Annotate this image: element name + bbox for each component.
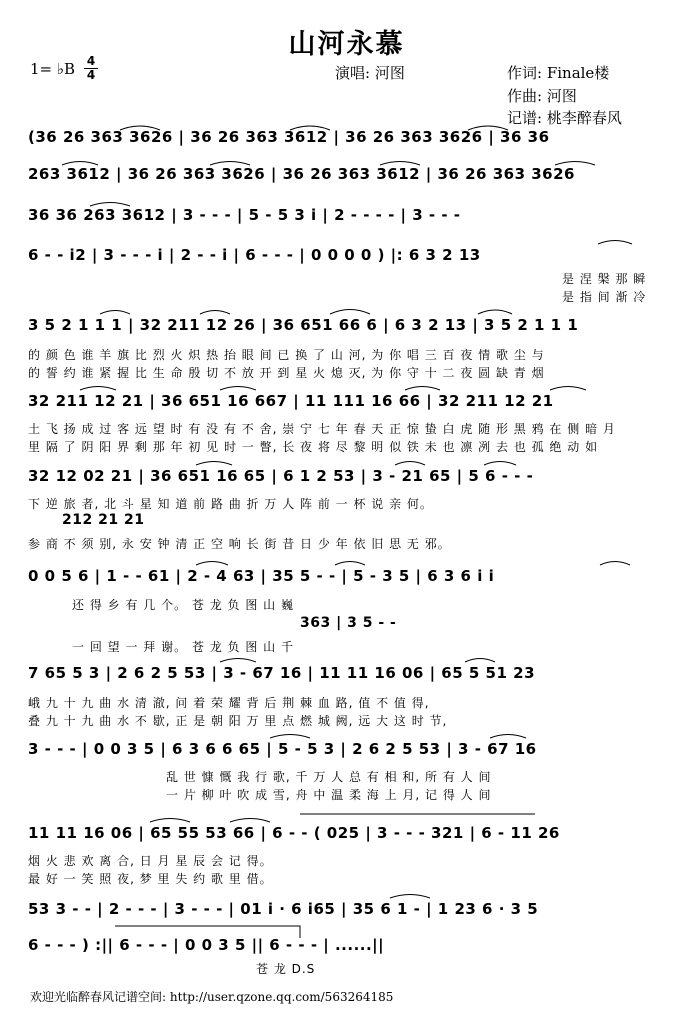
slur — [80, 387, 116, 391]
slur — [230, 819, 270, 823]
lyric-row-10-verse-2: 一 片 柳 叶 吹 成 雪, 舟 中 温 柔 海 上 月, 记 得 人 间 — [166, 788, 492, 802]
slur — [270, 735, 310, 739]
notation-row-7: 32 12 02 21 | 36 651 16 65 | 6 1 2 53 | 3 - 21 65 | 5 6 - - - — [28, 467, 534, 485]
lyric-row-9-verse-2: 叠 九 十 九 曲 水 不 歇, 正 是 朝 阳 万 里 点 燃 城 阙, 远 大 这 时 节, — [28, 714, 448, 728]
notation-row-9: 7 65 5 3 | 2 6 2 5 53 | 3 - 67 16 | 11 11 16 06 | 65 5 51 23 — [28, 664, 536, 682]
composer-credit: 作曲: 河图 — [507, 87, 577, 105]
meter-denominator: 4 — [84, 68, 98, 82]
slur — [465, 659, 495, 663]
slur — [395, 462, 425, 466]
slur — [405, 387, 440, 391]
slur — [200, 311, 230, 315]
notation-row-8: 0 0 5 6 | 1 - - 61 | 2 - 4 63 | 35 5 - - | 5 - 3 5 | 6 3 6 i i — [28, 567, 495, 585]
slur — [196, 562, 228, 566]
notation-row-7-variant: 212 21 21 — [62, 512, 145, 528]
slur — [490, 735, 526, 739]
lyricist-credit: 作词: Finale楼 — [507, 64, 610, 82]
lyric-row-5-verse-1: 的 颜 色 谁 羊 旗 比 烈 火 炽 热 抬 眼 间 已 换 了 山 河, 为 你 唱 三 百 夜 情 歌 尘 与 — [28, 348, 545, 362]
lyric-row-6-verse-2: 里 隔 了 阴 阳 界 剩 那 年 初 见 时 一 瞥, 长 夜 将 尽 黎 明 似 铁 未 也 凛 冽 去 也 孤 绝 动 如 — [28, 440, 599, 454]
lyric-row-11-verse-2: 最 好 一 笑 照 夜, 梦 里 失 约 歌 里 借。 — [28, 872, 273, 886]
notation-row-3: 36 36 263 3612 | 3 - - - | 5 - 5 3 i | 2 - - - - | 3 - - - — [28, 206, 461, 224]
notation-row-1: (36 26 363 3626 | 36 26 363 3612 | 36 26 363 3626 | 36 36 — [28, 128, 550, 146]
slur — [62, 162, 98, 166]
slur — [150, 819, 190, 823]
lyric-row-10-verse-1: 乱 世 慷 慨 我 行 歌, 千 万 人 总 有 相 和, 所 有 人 间 — [166, 770, 492, 784]
slur — [210, 162, 250, 166]
meter-numerator: 4 — [86, 54, 96, 68]
ending-mark: 苍 龙 D.S — [256, 962, 316, 976]
lyric-row-9-verse-1: 峨 九 十 九 曲 水 清 澈, 问 着 荣 耀 背 后 荆 棘 血 路, 值 不 值 得, — [28, 696, 430, 710]
slur — [555, 162, 595, 166]
slur — [120, 126, 160, 130]
notation-row-2: 263 3612 | 36 26 363 3626 | 36 26 363 3612 | 36 26 363 3626 — [28, 165, 575, 183]
slur — [484, 462, 516, 466]
slur — [90, 203, 130, 207]
key-signature: 1= ♭B — [30, 60, 75, 78]
slur — [390, 895, 430, 899]
footer-link-text: 欢迎光临醉春风记谱空间: http://user.qzone.qq.com/563264185 — [30, 990, 394, 1004]
slur — [196, 462, 232, 466]
lyric-row-5-verse-2: 的 誓 约 谁 紧 握 比 生 命 殷 切 不 放 开 到 星 火 熄 灭, 为 你 守 十 二 夜 圆 缺 青 烟 — [28, 366, 545, 380]
slur — [478, 310, 512, 314]
slur — [598, 241, 632, 245]
notation-row-8-variant: 363 | 3 5 - - — [300, 615, 397, 631]
lyric-row-7-verse-2: 参 商 不 须 别, 永 安 钟 清 正 空 响 长 街 昔 日 少 年 依 旧 思 无 邪。 — [28, 537, 451, 551]
transcriber-credit: 记谱: 桃李醉春风 — [507, 109, 622, 127]
notation-row-12: 53 3 - - | 2 - - - | 3 - - - | 01 i · 6 i65 | 35 6 1 - | 1 23 6 · 3 5 — [28, 900, 539, 918]
lyric-row-11-verse-1: 烟 火 悲 欢 离 合, 日 月 星 辰 会 记 得。 — [28, 854, 273, 868]
lyric-row-6-verse-1: 土 飞 扬 成 过 客 远 望 时 有 没 有 不 舍, 崇 宁 七 年 春 天 正 惊 蛰 白 虎 随 形 黑 鸦 在 侧 暗 月 — [28, 422, 616, 436]
slur — [335, 562, 365, 566]
slur — [100, 311, 130, 315]
notation-row-10: 3 - - - | 0 0 3 5 | 6 3 6 6 65 | 5 - 5 3 | 2 6 2 5 53 | 3 - 67 16 — [28, 740, 537, 758]
notation-row-6: 32 211 12 21 | 36 651 16 667 | 11 111 16 66 | 32 211 12 21 — [28, 392, 554, 410]
lyric-row-8-verse-1: 还 得 乡 有 几 个。 苍 龙 负 图 山 巍 — [72, 598, 294, 612]
notation-row-13: 6 - - - ) :|| 6 - - - | 0 0 3 5 || 6 - - - | ......|| — [28, 936, 385, 954]
slur — [550, 387, 586, 391]
singer-credit: 演唱: 河图 — [335, 64, 405, 82]
notation-row-4: 6 - - i2 | 3 - - - i | 2 - - i | 6 - - - | 0 0 0 0 ) |: 6 3 2 13 — [28, 246, 481, 264]
lyric-row-7-verse-1: 下 逆 旅 者, 北 斗 星 知 道 前 路 曲 折 万 人 阵 前 一 杯 说 亲 何。 — [28, 497, 433, 511]
slur — [330, 310, 370, 315]
notation-row-11: 11 11 16 06 | 65 55 53 66 | 6 - - ( 025 | 3 - - - 321 | 6 - 11 26 — [28, 824, 560, 842]
slur — [468, 126, 508, 130]
slur — [220, 659, 256, 663]
slur — [380, 162, 420, 166]
lyric-row-4-verse-2: 是 指 间 渐 冷 — [562, 290, 647, 304]
song-title: 山河永慕 — [288, 29, 405, 60]
slur — [290, 126, 330, 130]
slur — [600, 562, 630, 566]
lyric-row-4-verse-1: 是 涅 槃 那 瞬 — [562, 272, 647, 286]
slur — [220, 387, 256, 391]
lyric-row-8-verse-2: 一 回 望 一 拜 谢。 苍 龙 负 图 山 千 — [72, 640, 294, 654]
notation-row-5: 3 5 2 1 1 1 | 32 211 12 26 | 36 651 66 6 | 6 3 2 13 | 3 5 2 1 1 1 — [28, 316, 579, 334]
volta-2 — [115, 926, 300, 938]
